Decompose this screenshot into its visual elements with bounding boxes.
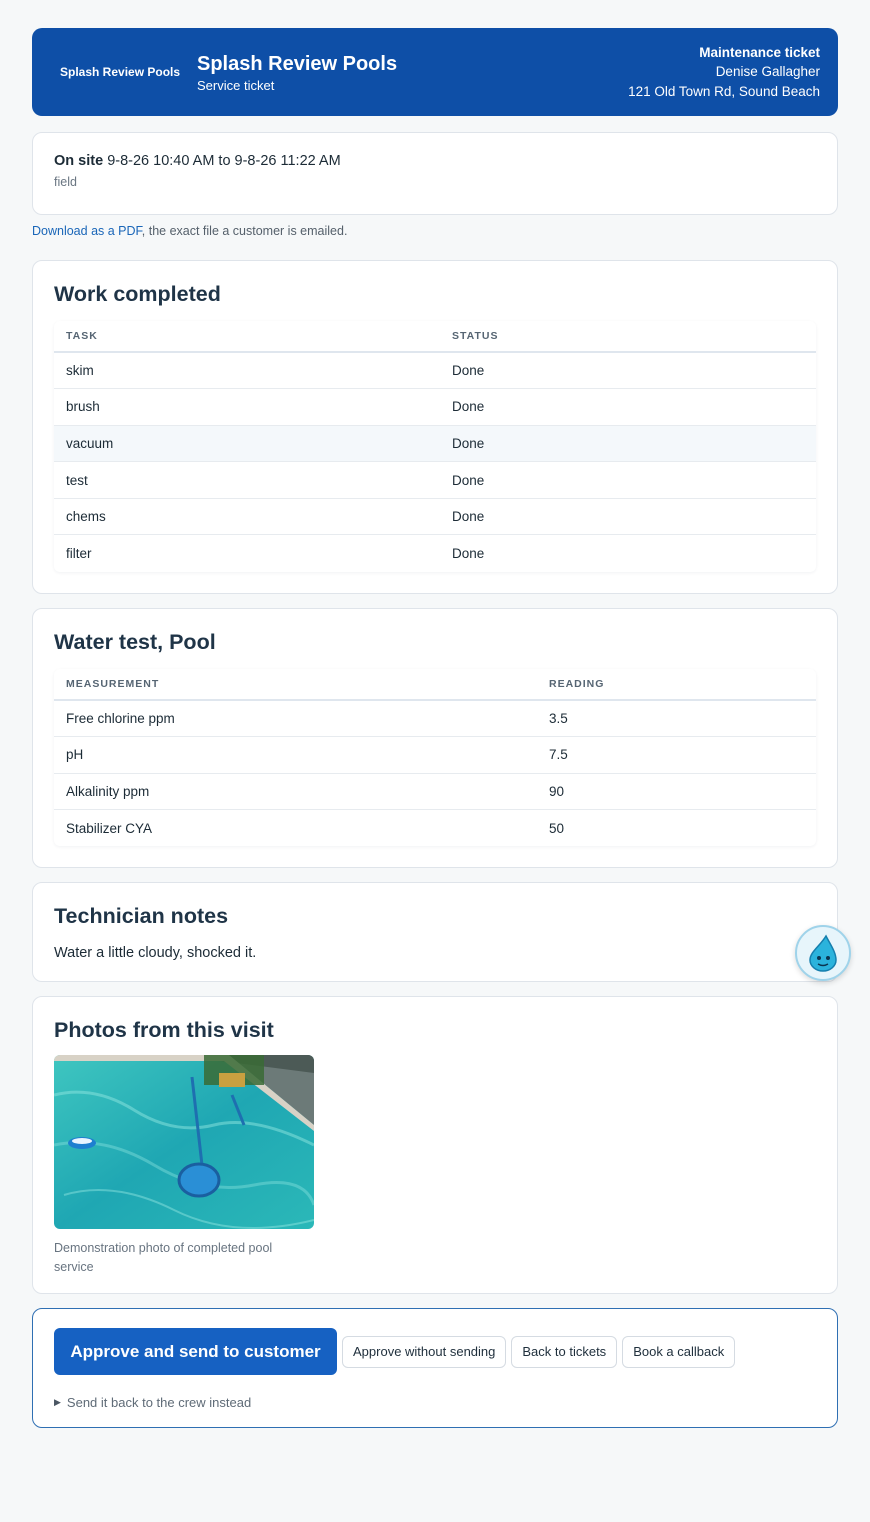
ticket-summary xyxy=(628,43,820,102)
time-range: 9-8-26 10:40 AM to 9-8-26 11:22 AM xyxy=(107,153,341,169)
download-pdf-link[interactable]: Download as a PDF xyxy=(32,224,142,238)
water-test-card xyxy=(32,608,838,868)
company-name: Splash Review Pools xyxy=(197,52,398,75)
status-cell: Done xyxy=(440,389,816,426)
table-row xyxy=(54,462,816,499)
table-header-row xyxy=(54,669,816,700)
table-header-row xyxy=(54,321,816,352)
action-buttons xyxy=(54,1328,816,1375)
visit-time-card xyxy=(32,132,838,215)
task-cell: vacuum xyxy=(54,425,440,462)
water-drop-mascot-icon xyxy=(806,934,840,972)
table-row xyxy=(54,773,816,810)
status-cell: Done xyxy=(452,546,485,562)
task-cell: filter xyxy=(66,546,92,562)
reading-cell: 7.5 xyxy=(537,737,816,774)
book-callback-button[interactable]: Book a callback xyxy=(622,1336,735,1368)
reading-cell: 3.5 xyxy=(537,700,816,737)
download-note xyxy=(32,224,838,242)
approve-without-sending-button[interactable]: Approve without sending xyxy=(342,1336,506,1368)
reading-cell: 90 xyxy=(537,773,816,810)
measurement-cell: Stabilizer CYA xyxy=(66,820,153,836)
photos-card xyxy=(32,996,838,1294)
send-back-disclosure[interactable] xyxy=(54,1395,816,1410)
table-row xyxy=(54,352,816,389)
page xyxy=(32,28,838,1428)
measurement-cell: Free chlorine ppm xyxy=(54,700,537,737)
photos-title: Photos from this visit xyxy=(54,1018,274,1042)
measurement-cell: pH xyxy=(54,737,537,774)
visit-source: field xyxy=(54,175,77,189)
task-cell: test xyxy=(54,462,440,499)
table-row xyxy=(54,535,816,572)
table-row xyxy=(54,810,816,847)
visit-time xyxy=(54,153,816,169)
column-status: STATUS xyxy=(440,321,816,352)
customer-name: Denise Gallagher xyxy=(715,64,820,80)
table-row xyxy=(54,737,816,774)
disclosure-triangle-icon: ▶ xyxy=(54,1397,61,1407)
table-row xyxy=(54,700,816,737)
work-completed-title: Work completed xyxy=(54,282,221,306)
reading-cell: 50 xyxy=(549,820,565,836)
column-measurement: MEASUREMENT xyxy=(54,669,537,700)
task-cell: skim xyxy=(54,352,440,389)
status-cell: Done xyxy=(440,352,816,389)
task-cell: chems xyxy=(54,498,440,535)
document-type: Service ticket xyxy=(197,77,275,93)
work-table xyxy=(54,321,816,572)
brand-block xyxy=(197,52,628,93)
status-cell: Done xyxy=(440,425,816,462)
customer-address: 121 Old Town Rd, Sound Beach xyxy=(628,83,820,99)
send-back-label: Send it back to the crew instead xyxy=(66,1395,252,1410)
table-row xyxy=(54,389,816,426)
status-cell: Done xyxy=(440,462,816,499)
table-row xyxy=(54,425,816,462)
technician-notes-card xyxy=(32,882,838,982)
photo-caption: Demonstration photo of completed pool service xyxy=(54,1241,273,1274)
company-logo: Splash Review Pools xyxy=(60,65,181,79)
approve-and-send-button[interactable]: Approve and send to customer xyxy=(54,1328,337,1375)
technician-notes-title: Technician notes xyxy=(54,904,229,928)
onsite-label: On site xyxy=(54,153,104,169)
work-completed-card xyxy=(32,260,838,594)
pool-photo-image xyxy=(54,1055,314,1229)
assistant-mascot-button[interactable] xyxy=(795,925,851,981)
column-task: TASK xyxy=(54,321,440,352)
back-to-tickets-button[interactable]: Back to tickets xyxy=(511,1336,617,1368)
table-row xyxy=(54,498,816,535)
header-banner xyxy=(32,28,838,116)
pool-photo[interactable] xyxy=(54,1055,314,1229)
measurement-cell: Alkalinity ppm xyxy=(54,773,537,810)
approval-actions xyxy=(32,1308,838,1428)
download-note-text: , the exact file a customer is emailed. xyxy=(141,224,348,238)
task-cell: brush xyxy=(54,389,440,426)
ticket-type: Maintenance ticket xyxy=(699,44,820,60)
column-reading: READING xyxy=(537,669,816,700)
water-test-title: Water test, Pool xyxy=(54,630,216,654)
water-test-table xyxy=(54,669,816,846)
technician-notes-text: Water a little cloudy, shocked it. xyxy=(54,945,257,961)
status-cell: Done xyxy=(440,498,816,535)
